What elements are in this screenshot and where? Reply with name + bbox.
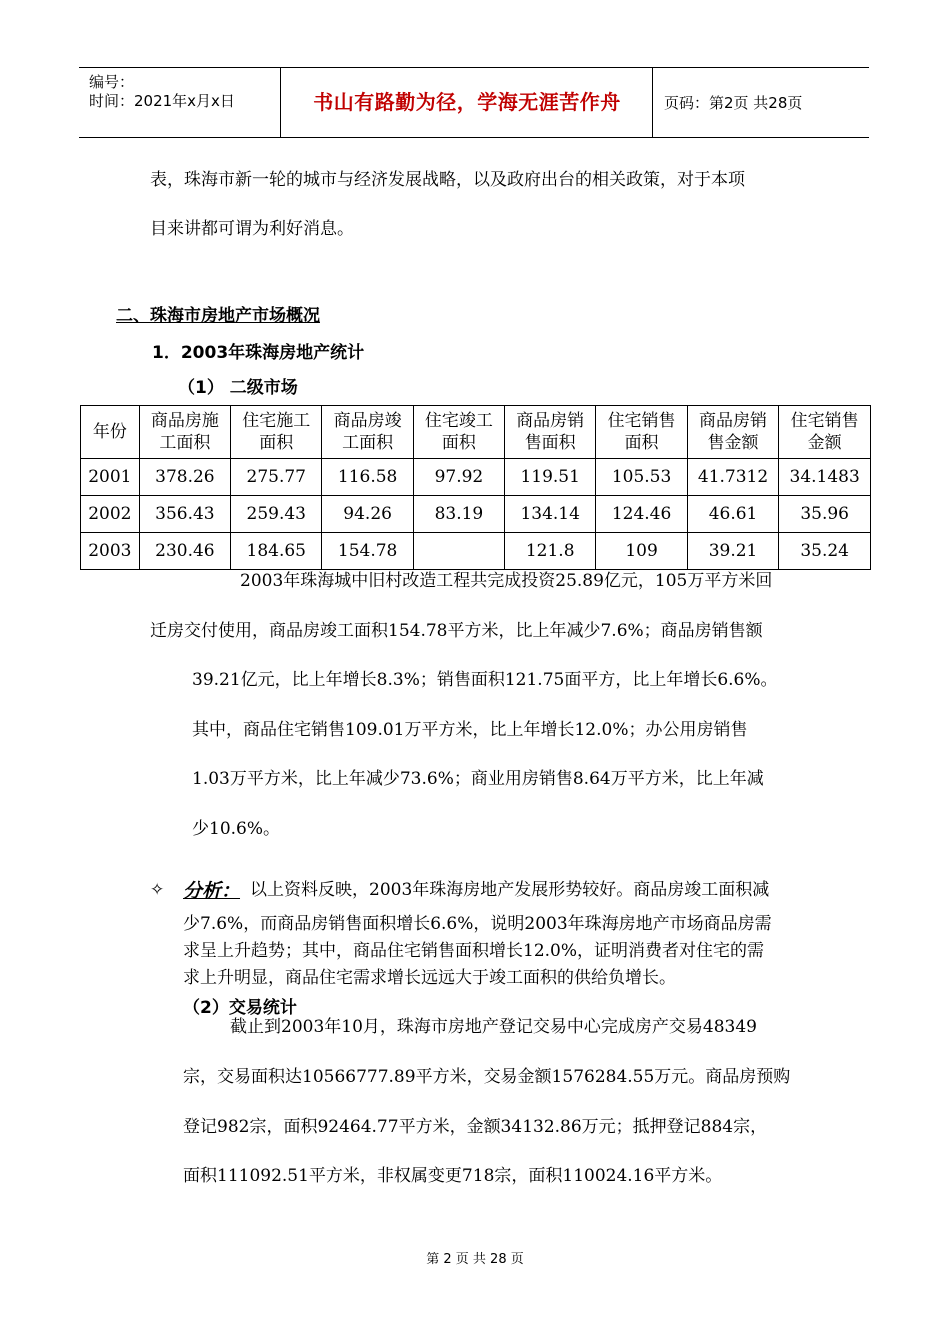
table-cell: 154.78 xyxy=(322,533,413,570)
analysis-line-3: 求呈上升趋势；其中，商品住宅销售面积增长12.0%，证明消费者对住宅的需 xyxy=(183,941,765,961)
header-meta-cell xyxy=(79,68,281,137)
table-cell: 275.77 xyxy=(231,459,322,496)
page-footer: 第 2 页 共 28 页 xyxy=(426,1252,524,1267)
table-cell: 105.53 xyxy=(596,459,687,496)
stats-table xyxy=(80,405,871,570)
table-row xyxy=(81,459,871,496)
intro-line-2: 目来讲都可谓为利好消息。 xyxy=(150,219,354,239)
table-cell: 2002 xyxy=(81,496,140,533)
table-row xyxy=(81,533,871,570)
sub-item-secondary-market: （1） 二级市场 xyxy=(178,378,298,398)
header-cell: 商品房竣 工面积 xyxy=(322,406,413,459)
para3-line-2: 宗，交易面积达10566777.89平方米，交易金额1576284.55万元。商品房预购 xyxy=(183,1067,791,1087)
para3-line-1: 截止到2003年10月，珠海市房地产登记交易中心完成房产交易48349 xyxy=(230,1017,757,1037)
table-cell: 97.92 xyxy=(413,459,504,496)
header-cell-year: 年份 xyxy=(81,406,140,459)
sub-item-transaction-stats: （2）交易统计 xyxy=(183,998,297,1018)
table-cell: 116.58 xyxy=(322,459,413,496)
table-cell: 378.26 xyxy=(139,459,230,496)
table-cell: 2001 xyxy=(81,459,140,496)
header-cell: 住宅施工 面积 xyxy=(231,406,322,459)
subsection-title: 1．2003年珠海房地产统计 xyxy=(152,343,365,363)
para3-line-4: 面积111092.51平方米，非权属变更718宗，面积110024.16平方米。 xyxy=(183,1166,723,1186)
code-label: 编号： xyxy=(89,73,135,91)
header-page-cell xyxy=(654,68,869,137)
time-label: 时间：2021年x月x日 xyxy=(89,92,235,110)
para2-line-4: 其中，商品住宅销售109.01万平方米，比上年增长12.0%；办公用房销售 xyxy=(192,720,748,740)
header-cell: 住宅销售 金额 xyxy=(779,406,871,459)
header-cell: 住宅竣工 面积 xyxy=(413,406,504,459)
header-cell: 住宅销售 面积 xyxy=(596,406,687,459)
table-cell xyxy=(413,533,504,570)
table-cell: 119.51 xyxy=(505,459,596,496)
table-cell: 121.8 xyxy=(505,533,596,570)
table-cell: 94.26 xyxy=(322,496,413,533)
table-row xyxy=(81,496,871,533)
diamond-bullet-icon: ✧ xyxy=(150,880,165,900)
table-cell: 46.61 xyxy=(687,496,779,533)
table-cell: 34.1483 xyxy=(779,459,871,496)
table-cell: 2003 xyxy=(81,533,140,570)
para3-line-3: 登记982宗，面积92464.77平方米，金额34132.86万元；抵押登记884宗， xyxy=(183,1117,768,1137)
analysis-label: 分析： xyxy=(183,880,241,902)
table-cell: 230.46 xyxy=(139,533,230,570)
table-header-row xyxy=(81,406,871,459)
table-cell: 35.96 xyxy=(779,496,871,533)
header-cell: 商品房施 工面积 xyxy=(139,406,230,459)
para2-line-5: 1.03万平方米，比上年减少73.6%；商业用房销售8.64万平方米，比上年减 xyxy=(192,769,764,789)
para2-line-3: 39.21亿元，比上年增长8.3%；销售面积121.75面平方，比上年增长6.6%。 xyxy=(192,670,778,690)
table-cell: 83.19 xyxy=(413,496,504,533)
intro-line-1: 表，珠海市新一轮的城市与经济发展战略，以及政府出台的相关政策，对于本项 xyxy=(150,170,745,190)
motto: 书山有路勤为径，学海无涯苦作舟 xyxy=(313,90,621,114)
analysis-line-2: 少7.6%，而商品房销售面积增长6.6%，说明2003年珠海房地产市场商品房需 xyxy=(183,914,772,934)
para2-line-1: 2003年珠海城中旧村改造工程共完成投资25.89亿元，105万平方米回 xyxy=(240,571,773,591)
table-cell: 124.46 xyxy=(596,496,687,533)
header-cell: 商品房销 售面积 xyxy=(505,406,596,459)
para2-line-2: 迁房交付使用，商品房竣工面积154.78平方米，比上年减少7.6%；商品房销售额 xyxy=(150,621,763,641)
analysis-line-1: 以上资料反映，2003年珠海房地产发展形势较好。商品房竣工面积减 xyxy=(250,880,770,900)
table-cell: 35.24 xyxy=(779,533,871,570)
header-cell: 商品房销 售金额 xyxy=(687,406,779,459)
section-title: 二、珠海市房地产市场概况 xyxy=(116,306,320,326)
table-cell: 134.14 xyxy=(505,496,596,533)
document-header xyxy=(79,67,869,138)
analysis-line-4: 求上升明显，商品住宅需求增长远远大于竣工面积的供给负增长。 xyxy=(183,968,676,988)
table-cell: 41.7312 xyxy=(687,459,779,496)
page-label: 页码：第2页 共28页 xyxy=(664,94,803,112)
para2-line-6: 少10.6%。 xyxy=(192,819,281,839)
table-cell: 109 xyxy=(596,533,687,570)
table-cell: 356.43 xyxy=(139,496,230,533)
table-cell: 39.21 xyxy=(687,533,779,570)
table-cell: 184.65 xyxy=(231,533,322,570)
header-motto-cell xyxy=(282,68,653,137)
table-cell: 259.43 xyxy=(231,496,322,533)
